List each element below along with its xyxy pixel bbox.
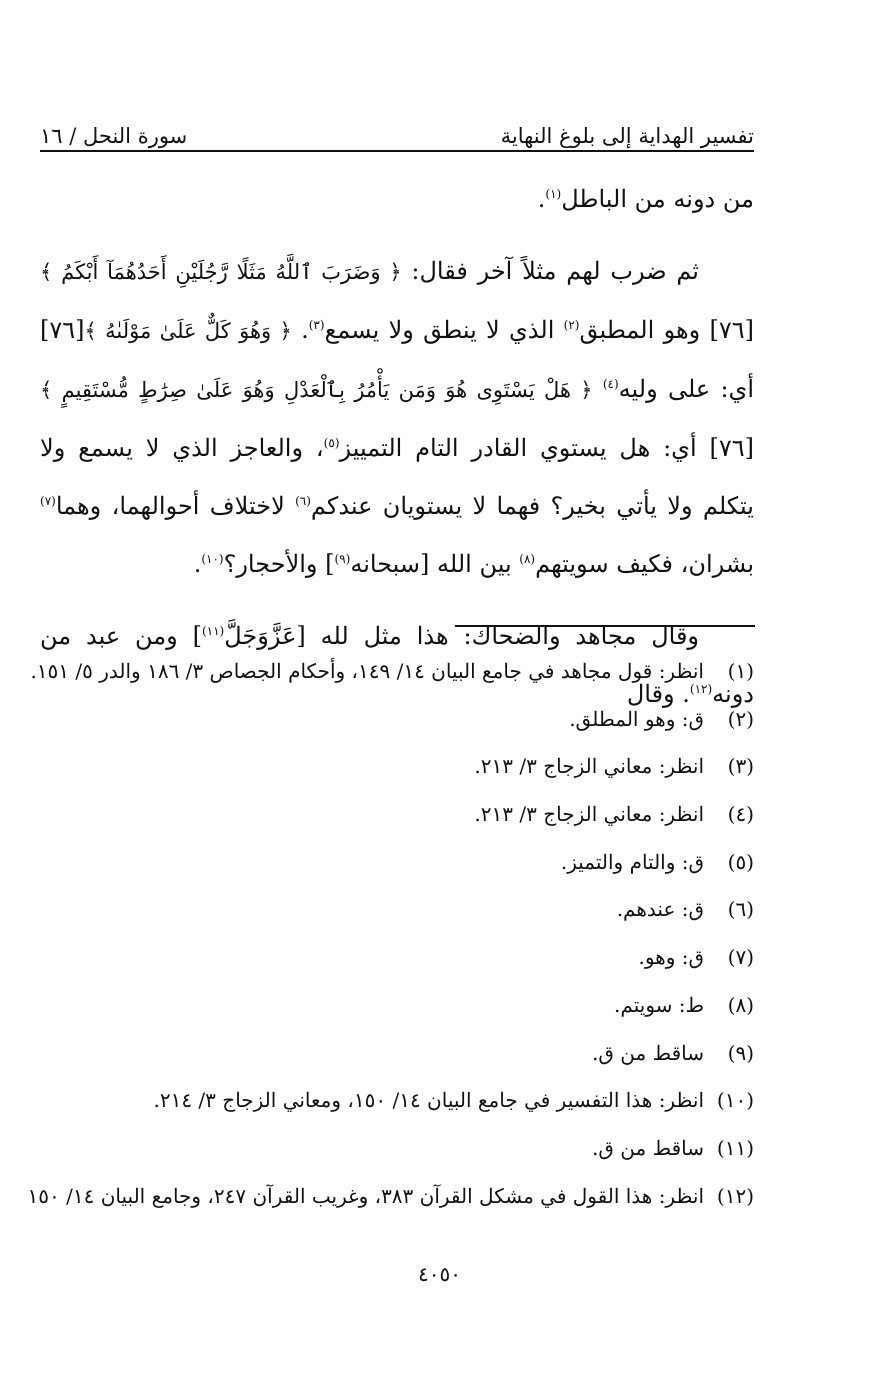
footnote-text: انظر: معاني الزجاج ٣/ ٢١٣. — [474, 754, 704, 779]
footnote-item — [40, 934, 754, 982]
footnote-text: انظر: قول مجاهد في جامع البيان ١٤/ ١٤٩، وأحكام الجصاص ٣/ ١٨٦ والدر ٥/ ١٥١. — [30, 659, 704, 683]
footnote-text: ق: والتام والتميز. — [560, 849, 704, 874]
honorific-glyph: عَزَّوَجَلَّ — [224, 622, 297, 650]
text-run: بشران، فكيف سويتهم — [535, 550, 754, 578]
text-run: ثم ضرب لهم مثلاً آخر فقال: — [401, 257, 699, 285]
quran-verse: ﴿ وَضَرَبَ ٱللَّهُ مَثَلًا رَّجُلَيْنِ أَحَدُهُمَآ أَبْكَمُ ﴾ — [40, 260, 402, 284]
footnote-number: (٧) — [727, 945, 754, 970]
footnote-divider — [455, 625, 755, 627]
footnote-number: (٥) — [727, 849, 754, 874]
text-run — [593, 375, 603, 403]
footnote-ref[interactable]: (٦) — [295, 494, 311, 508]
footnote-text: ق: عندهم. — [616, 897, 704, 922]
text-run: . — [291, 316, 309, 344]
footnote-item — [30, 648, 754, 696]
footnote-number: (١٢) — [716, 1183, 754, 1208]
footnote-item — [40, 1077, 754, 1125]
footnote-item — [40, 1125, 754, 1173]
footnote-ref[interactable]: (٧) — [40, 494, 56, 508]
text-run: وقال مجاهد والضحاك: هذا مثل لله [ — [296, 622, 700, 650]
footnote-ref[interactable]: (٩) — [334, 552, 351, 566]
footnote-number: (٨) — [727, 992, 754, 1017]
footnote-text: ساقط من ق. — [592, 1135, 704, 1160]
main-text — [40, 170, 754, 723]
text-run: الذي لا ينطق ولا يسمع — [324, 316, 564, 344]
footnote-number: (٦) — [727, 897, 754, 922]
footnote-number: (١٠) — [716, 1088, 754, 1113]
footnote-number: (١) — [727, 659, 754, 683]
text-run: ] والأحجار؟ — [223, 550, 335, 578]
paragraph-1 — [40, 170, 754, 228]
text-run: . وقال — [626, 680, 690, 708]
footnote-item — [40, 982, 754, 1030]
p1-end: . — [537, 185, 546, 213]
footnote-ref[interactable]: (٣) — [308, 318, 325, 332]
footnote-item — [40, 696, 754, 744]
footnote-number: (٢) — [727, 706, 754, 731]
footnote-ref[interactable]: (٤) — [602, 377, 619, 391]
footnote-text: ط: سويتم. — [614, 992, 704, 1017]
text-run: [٧٦] أي: على وليه — [40, 316, 754, 403]
footnote-item — [27, 1173, 754, 1221]
footnote-number: (٣) — [727, 754, 754, 779]
footnote-number: (٤) — [727, 802, 754, 827]
text-run: بين الله [سبحانه — [350, 550, 520, 578]
text-run: . — [193, 550, 202, 578]
header-divider — [40, 150, 754, 152]
footnote-text: انظر: معاني الزجاج ٣/ ٢١٣. — [474, 802, 704, 827]
footnote-item — [40, 791, 754, 839]
footnote-ref[interactable]: (١١) — [201, 624, 225, 638]
footnote-ref[interactable]: (١) — [545, 187, 562, 201]
quran-verse: ﴿ هَلْ يَسْتَوِى هُوَ وَمَن يَأْمُرُ بِٱلْعَدْلِ وَهُوَ عَلَىٰ صِرَٰطٍ مُّسْتَقِيمٍ ﴾ — [40, 378, 593, 402]
paragraph-2 — [40, 242, 754, 593]
page-number: ٤٠٥٠ — [418, 1262, 461, 1286]
footnotes-list — [27, 648, 754, 1220]
book-title: تفسير الهداية إلى بلوغ النهاية — [500, 124, 754, 148]
footnote-number: (١١) — [716, 1135, 754, 1160]
footnote-ref[interactable]: (٢) — [563, 318, 580, 332]
quran-verse: ﴿ وَهُوَ كَلٌّ عَلَىٰ مَوْلَىٰهُ ﴾ — [84, 319, 292, 343]
surah-label: سورة النحل / ١٦ — [40, 124, 188, 148]
footnote-ref[interactable]: (١٠) — [201, 552, 224, 566]
footnote-text: ق: وهو المطلق. — [569, 706, 704, 731]
footnote-number: (٩) — [727, 1040, 754, 1065]
text-run: [٧٦] أي: هل يستوي القادر التام التمييز — [339, 434, 755, 462]
text-run: ، والعاجز الذي لا يسمع ولا يتكلم ولا يأتي بخير؟ فهما لا يستويان عندكم — [40, 434, 754, 520]
text-run: ] ومن عبد من دونه — [40, 622, 754, 708]
footnote-text: ساقط من ق. — [592, 1040, 704, 1065]
footnote-item — [40, 886, 754, 934]
footnote-text: ق: وهو. — [638, 945, 704, 970]
p1-text: من دونه من الباطل — [561, 185, 754, 213]
footnote-text: انظر: هذا التفسير في جامع البيان ١٤/ ١٥٠، ومعاني الزجاج ٣/ ٢١٤. — [153, 1088, 704, 1113]
footnote-item — [40, 839, 754, 887]
footnote-ref[interactable]: (٨) — [519, 552, 536, 566]
running-header — [40, 112, 754, 148]
footnote-item — [40, 1030, 754, 1078]
footnote-item — [40, 743, 754, 791]
text-run: لاختلاف أحوالهما، وهما — [55, 492, 296, 520]
footnote-ref[interactable]: (١٢) — [689, 682, 713, 696]
footnote-ref[interactable]: (٥) — [323, 436, 340, 450]
footnote-text: انظر: هذا القول في مشكل القرآن ٣٨٣، وغريب القرآن ٢٤٧، وجامع البيان ١٤/ ١٥٠ — [27, 1183, 704, 1208]
text-run: [٧٦] وهو المطبق — [579, 316, 755, 344]
